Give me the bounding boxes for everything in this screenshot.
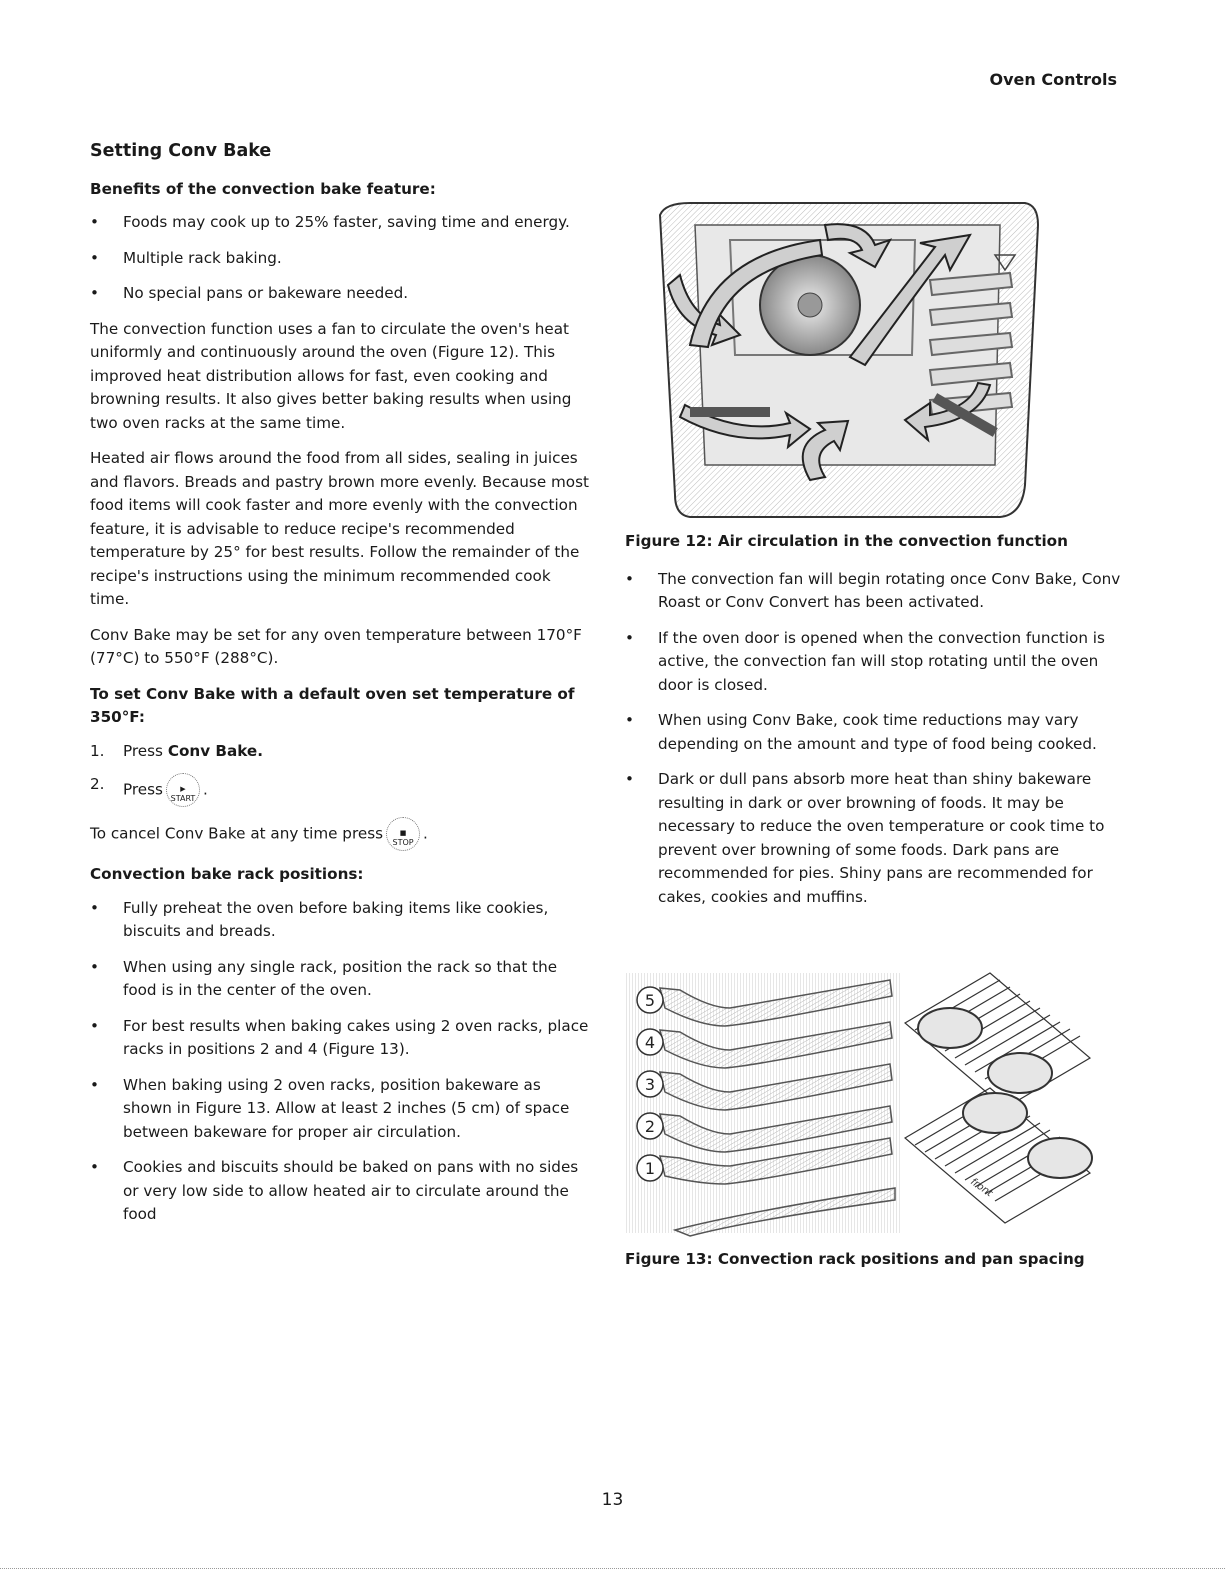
stop-button-icon: ■ STOP (386, 817, 420, 851)
cake-pan (988, 1053, 1052, 1093)
cake-pan (963, 1093, 1027, 1133)
rack-number: 2 (644, 1117, 656, 1136)
rack-number: 1 (644, 1159, 656, 1178)
paragraph-temperature-range: Conv Bake may be set for any oven temperature between 170°F (77°C) to 550°F (288°C). (90, 625, 582, 667)
list-item: • Fully preheat the oven before baking items like cookies, biscuits and breads. (90, 897, 590, 944)
list-item: • If the oven door is opened when the convection function is active, the convection fan will stop rotating until the oven door is closed. (625, 627, 1125, 698)
figure-12-caption: Figure 12: Air circulation in the convection function (625, 532, 1068, 550)
rack-positions-heading: Convection bake rack positions: (90, 865, 364, 883)
right-column (625, 530, 1125, 921)
section-title: Setting Conv Bake (90, 141, 272, 161)
list-item: • For best results when baking cakes using 2 oven racks, place racks in positions 2 and 4 (Figure 13). (90, 1015, 590, 1062)
list-item: • When using Conv Bake, cook time reductions may vary depending on the amount and type of food being cooked. (625, 709, 1125, 756)
rack-positions-list (90, 897, 590, 1227)
steps-list (90, 740, 590, 808)
convection-notes-list (625, 568, 1125, 910)
set-conv-bake-heading: To set Conv Bake with a default oven set temperature of 350°F: (90, 684, 575, 726)
cancel-instruction: To cancel Conv Bake at any time press ■ STOP . (90, 817, 590, 851)
left-column (90, 140, 590, 1239)
step-text: Press (123, 780, 163, 799)
step-2: 2. Press ▶ START . (90, 773, 590, 807)
list-item: • Dark or dull pans absorb more heat than shiny bakeware resulting in dark or over browning of foods. It may be necessary to reduce the oven temperature or cook time to prevent over browning of some foods. Dark pans are recommended for pies. Shiny pans are recommended for cakes, cookies and muffins. (625, 768, 1125, 909)
cake-pan (918, 1008, 982, 1048)
list-item: • The convection fan will begin rotating once Conv Bake, Conv Roast or Conv Convert has been activated. (625, 568, 1125, 615)
step-number: 2. (90, 775, 105, 793)
rack-number: 4 (644, 1033, 656, 1052)
start-button-icon: ▶ START (166, 773, 200, 807)
figure-13-caption: Figure 13: Convection rack positions and pan spacing (625, 1250, 1085, 1268)
front-label: front (968, 1176, 995, 1200)
rack-number: 3 (644, 1075, 656, 1094)
step-1 (90, 740, 590, 764)
benefits-heading: Benefits of the convection bake feature: (90, 179, 436, 198)
benefits-list (90, 211, 590, 306)
conv-bake-label: Conv Bake. (167, 741, 263, 760)
list-item: • Foods may cook up to 25% faster, saving time and energy. (90, 211, 590, 235)
list-item: • When using any single rack, position the rack so that the food is in the center of the oven. (90, 956, 590, 1003)
page-header: Oven Controls (989, 70, 1117, 89)
paragraph-convection-function: The convection function uses a fan to circulate the oven's heat uniformly and continuously around the oven (Figure 12). This improved heat distribution allows for fast, even cooking and browning results. It also gives better baking results when using two oven racks at the same time. (90, 319, 572, 432)
bottom-divider (0, 1568, 1225, 1569)
step-number: 1. (90, 741, 105, 760)
rack-number: 5 (644, 991, 656, 1010)
figure-13-rack-positions (620, 968, 1095, 1238)
list-item: • No special pans or bakeware needed. (90, 282, 590, 306)
figure-12-oven-airflow (650, 195, 1040, 525)
step-text: Press (123, 741, 168, 760)
list-item: • Multiple rack baking. (90, 247, 590, 271)
paragraph-heated-air: Heated air flows around the food from all sides, sealing in juices and flavors. Breads and pastry brown more evenly. Because most food items will cook faster and more evenly with the convection feature, it is advisable to reduce recipe's recommended temperature by 25° for best results. Follow the remainder of the recipe's instructions using the minimum recommended cook time. (90, 449, 589, 608)
cake-pan (1028, 1138, 1092, 1178)
list-item: • Cookies and biscuits should be baked on pans with no sides or very low side to allow heated air to circulate around the food (90, 1156, 590, 1227)
page-number: 13 (601, 1490, 624, 1510)
list-item: • When baking using 2 oven racks, position bakeware as shown in Figure 13. Allow at least 2 inches (5 cm) of space between bakeware for proper air circulation. (90, 1074, 590, 1145)
